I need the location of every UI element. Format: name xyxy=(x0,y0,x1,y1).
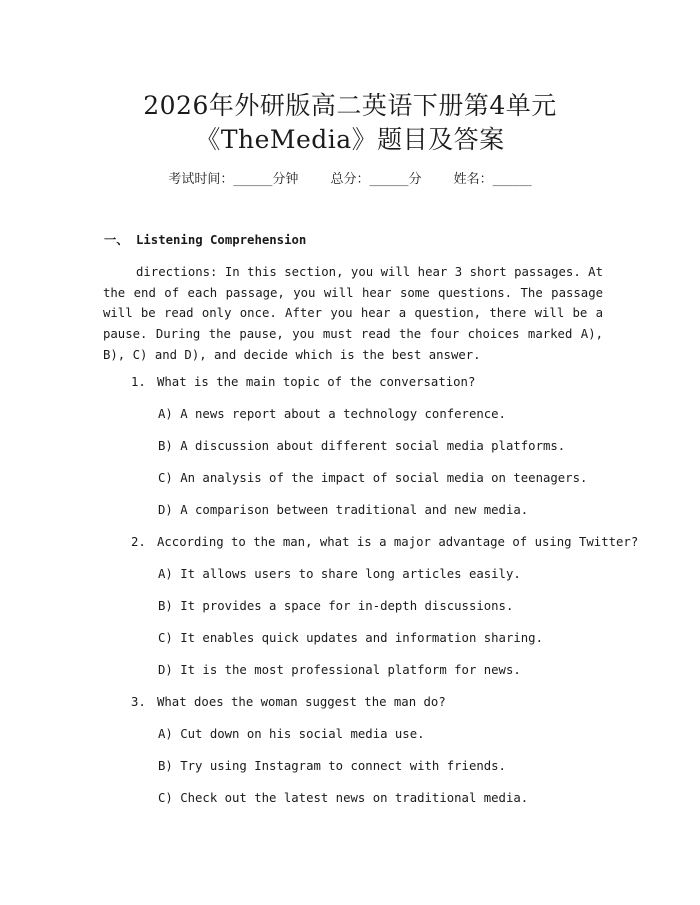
directions-paragraph xyxy=(103,262,603,366)
question-text: According to the man, what is a major advantage of using Twitter? xyxy=(157,535,639,549)
section-heading: 一、 Listening Comprehension xyxy=(104,233,307,247)
option-3a: A) Cut down on his social media use. xyxy=(158,727,425,741)
question-number: 3. xyxy=(131,695,146,709)
question-text: What does the woman suggest the man do? xyxy=(157,695,446,709)
student-name: 姓名：______ xyxy=(453,172,532,187)
exam-info xyxy=(0,168,700,187)
option-2b: B) It provides a space for in-depth discussions. xyxy=(158,599,514,613)
option-2a: A) It allows users to share long articles easily. xyxy=(158,567,521,581)
directions-text: directions: In this section, you will hear 3 short passages. At the end of each passage, you will hear some questions. The passage will be read only once. After you hear a question, there will be a pause. During the pause, you must read the four choices marked A), B), C) and D), and decide which is the best answer. xyxy=(103,265,603,362)
question-text: What is the main topic of the conversation? xyxy=(157,375,476,389)
option-2d: D) It is the most professional platform for news. xyxy=(158,663,521,677)
question-1 xyxy=(131,375,475,389)
option-1c: C) An analysis of the impact of social media on teenagers. xyxy=(158,471,588,485)
exam-time: 考试时间：______分钟 xyxy=(168,172,299,187)
exam-score: 总分：______分 xyxy=(330,172,422,187)
option-3b: B) Try using Instagram to connect with friends. xyxy=(158,759,506,773)
option-1d: D) A comparison between traditional and new media. xyxy=(158,503,529,517)
option-1a: A) A news report about a technology conference. xyxy=(158,407,506,421)
option-2c: C) It enables quick updates and information sharing. xyxy=(158,631,543,645)
question-2 xyxy=(131,535,638,549)
option-1b: B) A discussion about different social media platforms. xyxy=(158,439,566,453)
question-number: 2. xyxy=(131,535,146,549)
question-3 xyxy=(131,695,446,709)
page-title-line1: 2026年外研版高二英语下册第4单元 xyxy=(143,91,557,120)
option-3c: C) Check out the latest news on traditional media. xyxy=(158,791,529,805)
page-title-line2: 《TheMedia》题目及答案 xyxy=(195,125,505,154)
question-number: 1. xyxy=(131,375,146,389)
